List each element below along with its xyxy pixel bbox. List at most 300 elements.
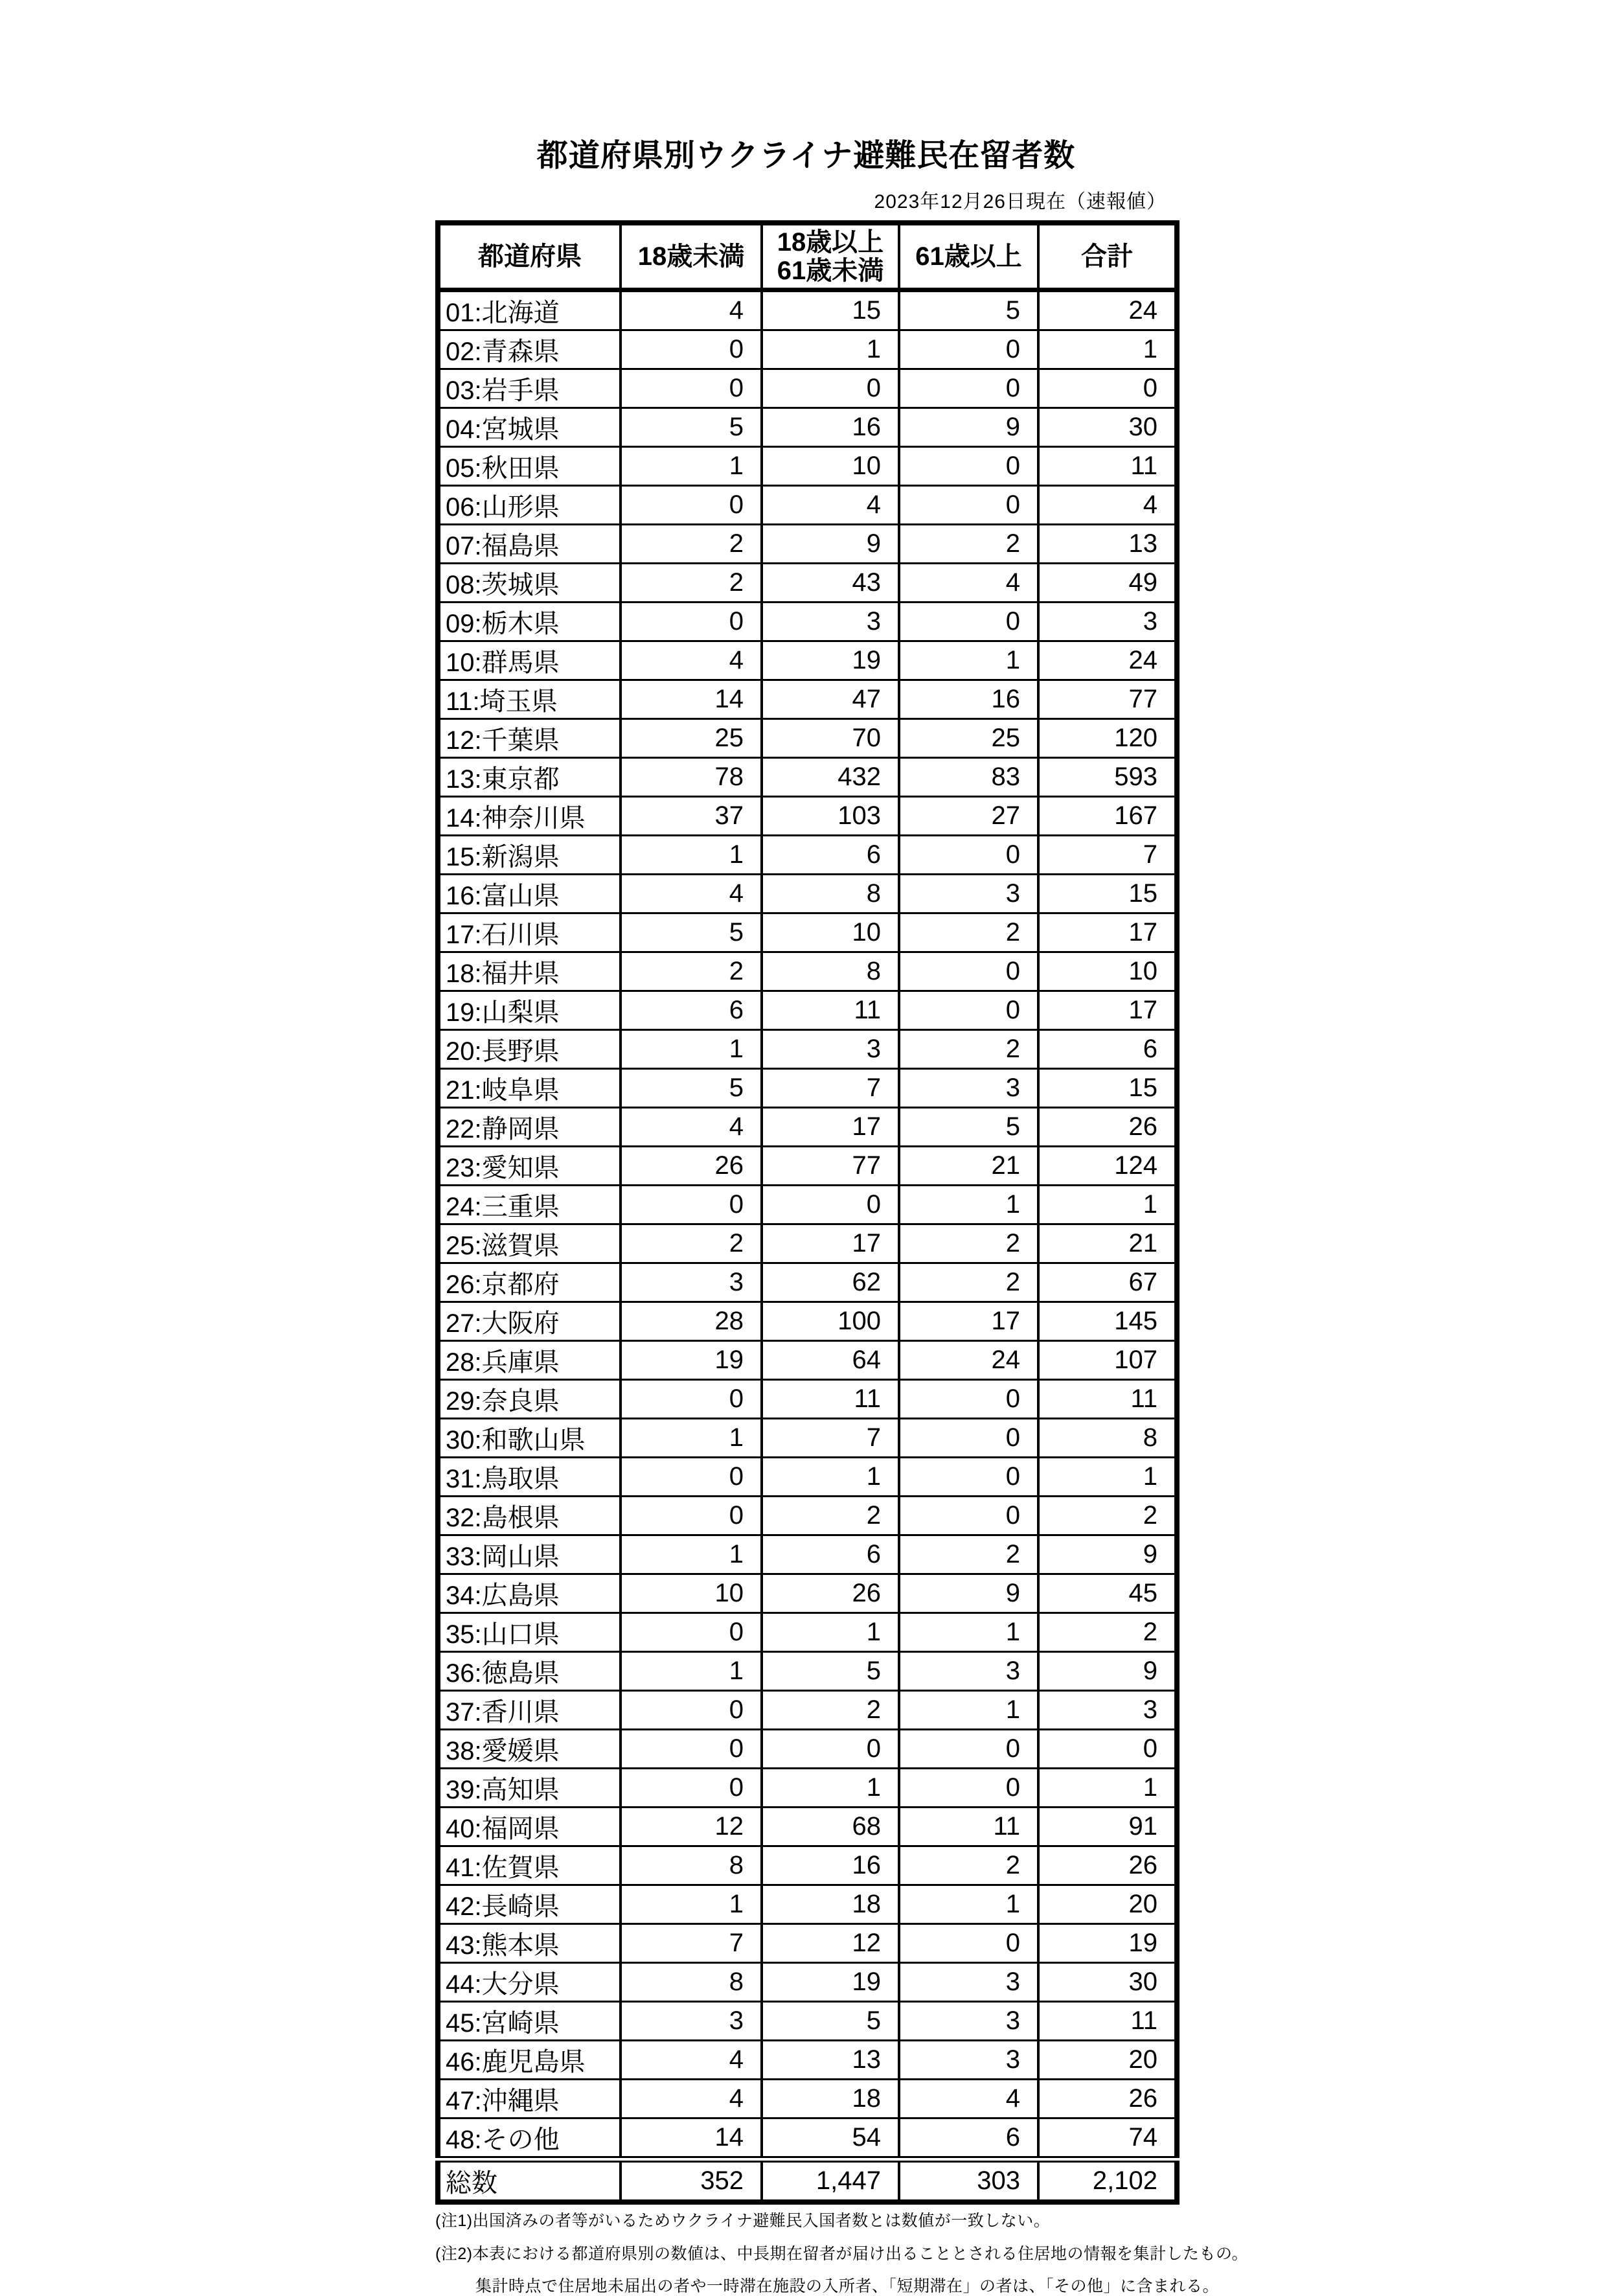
over61-cell: 0 [899, 836, 1038, 875]
table-row [438, 1574, 1177, 1613]
age18to60-cell: 7 [762, 1419, 899, 1458]
under18-cell: 10 [621, 1574, 762, 1613]
prefecture-cell: 27:大阪府 [438, 1302, 621, 1341]
age18to60-cell: 17 [762, 1224, 899, 1263]
under18-cell: 14 [621, 2118, 762, 2160]
footnote-2: (注2)本表における都道府県別の数値は、中長期在留者が届け出ることとされる住居地の情報を集計したもの。 [435, 2244, 1249, 2263]
table-row [438, 2118, 1177, 2160]
total-cell: 0 [1038, 1730, 1177, 1769]
under18-cell: 0 [621, 330, 762, 369]
under18-cell: 37 [621, 797, 762, 836]
prefecture-cell: 45:宮崎県 [438, 2002, 621, 2041]
age18to60-cell: 9 [762, 525, 899, 564]
prefecture-cell: 39:高知県 [438, 1769, 621, 1808]
table-row [438, 1458, 1177, 1497]
prefecture-cell: 06:山形県 [438, 486, 621, 525]
prefecture-cell: 31:鳥取県 [438, 1458, 621, 1497]
over61-cell: 9 [899, 408, 1038, 447]
table-row [438, 1652, 1177, 1691]
under18-cell: 1 [621, 1535, 762, 1574]
under18-cell: 0 [621, 1458, 762, 1497]
prefecture-cell: 10:群馬県 [438, 641, 621, 680]
under18-cell: 3 [621, 1263, 762, 1302]
header-row [438, 223, 1177, 290]
over61-cell: 2 [899, 1846, 1038, 1885]
column-header-18to60-line2: 61歳未満 [777, 257, 884, 286]
total-cell: 120 [1038, 719, 1177, 758]
over61-cell: 2 [899, 1535, 1038, 1574]
table-row [438, 564, 1177, 603]
age18to60-cell: 6 [762, 1535, 899, 1574]
under18-cell: 0 [621, 1730, 762, 1769]
total-cell: 10 [1038, 952, 1177, 991]
over61-cell: 0 [899, 1419, 1038, 1458]
table-row [438, 991, 1177, 1030]
table-row [438, 1730, 1177, 1769]
over61-cell: 2 [899, 1263, 1038, 1302]
prefecture-cell: 33:岡山県 [438, 1535, 621, 1574]
over61-cell: 5 [899, 1108, 1038, 1147]
age18to60-cell: 3 [762, 1030, 899, 1069]
over61-cell: 1 [899, 1691, 1038, 1730]
under18-cell: 25 [621, 719, 762, 758]
under18-cell: 78 [621, 758, 762, 797]
under18-cell: 2 [621, 564, 762, 603]
prefecture-cell: 23:愛知県 [438, 1147, 621, 1186]
table-row [438, 2002, 1177, 2041]
under18-cell: 1 [621, 1419, 762, 1458]
over61-cell: 0 [899, 1458, 1038, 1497]
column-header-total: 合計 [1038, 223, 1177, 290]
table-row [438, 1380, 1177, 1419]
over61-cell: 1 [899, 641, 1038, 680]
age18to60-cell: 77 [762, 1147, 899, 1186]
over61-cell: 0 [899, 1730, 1038, 1769]
under18-cell: 0 [621, 1769, 762, 1808]
age18to60-cell: 16 [762, 408, 899, 447]
over61-cell: 3 [899, 2002, 1038, 2041]
total-cell: 145 [1038, 1302, 1177, 1341]
age18to60-cell: 5 [762, 1652, 899, 1691]
over61-cell: 0 [899, 330, 1038, 369]
age18to60-cell: 5 [762, 2002, 899, 2041]
total-cell: 74 [1038, 2118, 1177, 2160]
total-cell: 9 [1038, 1535, 1177, 1574]
total-cell: 49 [1038, 564, 1177, 603]
over61-cell: 3 [899, 875, 1038, 913]
total-18to60-cell: 1,447 [762, 2159, 899, 2202]
prefecture-cell: 20:長野県 [438, 1030, 621, 1069]
age18to60-cell: 26 [762, 1574, 899, 1613]
total-cell: 26 [1038, 1108, 1177, 1147]
age18to60-cell: 18 [762, 1885, 899, 1924]
table-row [438, 875, 1177, 913]
prefecture-cell: 18:福井県 [438, 952, 621, 991]
under18-cell: 0 [621, 1497, 762, 1535]
prefecture-cell: 03:岩手県 [438, 369, 621, 408]
page-title: 都道府県別ウクライナ避難民在留者数 [536, 139, 1076, 173]
over61-cell: 3 [899, 2041, 1038, 2080]
prefecture-cell: 21:岐阜県 [438, 1069, 621, 1108]
table-row [438, 1613, 1177, 1652]
prefecture-cell: 37:香川県 [438, 1691, 621, 1730]
total-cell: 24 [1038, 290, 1177, 330]
over61-cell: 25 [899, 719, 1038, 758]
over61-cell: 0 [899, 1380, 1038, 1419]
over61-cell: 9 [899, 1574, 1038, 1613]
table-row [438, 1419, 1177, 1458]
age18to60-cell: 15 [762, 290, 899, 330]
table-row [438, 1846, 1177, 1885]
column-header-18to60 [762, 223, 899, 290]
age18to60-cell: 6 [762, 836, 899, 875]
prefecture-cell: 26:京都府 [438, 1263, 621, 1302]
table-row [438, 797, 1177, 836]
prefecture-cell: 47:沖縄県 [438, 2080, 621, 2118]
prefecture-cell: 42:長崎県 [438, 1885, 621, 1924]
age18to60-cell: 0 [762, 369, 899, 408]
age18to60-cell: 68 [762, 1808, 899, 1846]
total-cell: 21 [1038, 1224, 1177, 1263]
table-row [438, 408, 1177, 447]
under18-cell: 1 [621, 447, 762, 486]
prefecture-cell: 32:島根県 [438, 1497, 621, 1535]
footnote-2-continued: 集計時点で住居地未届出の者や一時滞在施設の入所者、「短期滞在」の者は、「その他」に含まれる。 [475, 2277, 1220, 2296]
total-cell: 26 [1038, 2080, 1177, 2118]
over61-cell: 1 [899, 1885, 1038, 1924]
over61-cell: 0 [899, 1497, 1038, 1535]
total-cell: 124 [1038, 1147, 1177, 1186]
table-row [438, 680, 1177, 719]
prefecture-cell: 08:茨城県 [438, 564, 621, 603]
age18to60-cell: 0 [762, 1186, 899, 1224]
table-row [438, 952, 1177, 991]
prefecture-cell: 05:秋田県 [438, 447, 621, 486]
total-cell: 167 [1038, 797, 1177, 836]
prefecture-cell: 25:滋賀県 [438, 1224, 621, 1263]
age18to60-cell: 11 [762, 1380, 899, 1419]
total-cell: 4 [1038, 486, 1177, 525]
prefecture-cell: 36:徳島県 [438, 1652, 621, 1691]
total-cell: 11 [1038, 447, 1177, 486]
prefecture-cell: 17:石川県 [438, 913, 621, 952]
over61-cell: 0 [899, 486, 1038, 525]
under18-cell: 19 [621, 1341, 762, 1380]
under18-cell: 4 [621, 641, 762, 680]
prefecture-cell: 07:福島県 [438, 525, 621, 564]
over61-cell: 83 [899, 758, 1038, 797]
column-header-under18: 18歳未満 [621, 223, 762, 290]
age18to60-cell: 16 [762, 1846, 899, 1885]
under18-cell: 1 [621, 1885, 762, 1924]
prefecture-cell: 41:佐賀県 [438, 1846, 621, 1885]
age18to60-cell: 11 [762, 991, 899, 1030]
total-cell: 6 [1038, 1030, 1177, 1069]
prefecture-cell: 44:大分県 [438, 1963, 621, 2002]
total-under18-cell: 352 [621, 2159, 762, 2202]
age18to60-cell: 0 [762, 1730, 899, 1769]
table-row [438, 1108, 1177, 1147]
prefecture-cell: 43:熊本県 [438, 1924, 621, 1963]
table-row [438, 447, 1177, 486]
over61-cell: 2 [899, 1030, 1038, 1069]
table-body [438, 290, 1177, 2160]
over61-cell: 1 [899, 1186, 1038, 1224]
age18to60-cell: 10 [762, 913, 899, 952]
over61-cell: 24 [899, 1341, 1038, 1380]
age18to60-cell: 2 [762, 1497, 899, 1535]
total-cell: 7 [1038, 836, 1177, 875]
table-row [438, 603, 1177, 641]
total-cell: 91 [1038, 1808, 1177, 1846]
table-row [438, 1535, 1177, 1574]
total-cell: 11 [1038, 1380, 1177, 1419]
over61-cell: 0 [899, 369, 1038, 408]
table-row [438, 758, 1177, 797]
table-row [438, 525, 1177, 564]
table-row [438, 1263, 1177, 1302]
total-total-cell: 2,102 [1038, 2159, 1177, 2202]
prefecture-cell: 13:東京都 [438, 758, 621, 797]
over61-cell: 3 [899, 1652, 1038, 1691]
prefecture-cell: 28:兵庫県 [438, 1341, 621, 1380]
prefecture-table [435, 220, 1180, 2205]
age18to60-cell: 103 [762, 797, 899, 836]
table-header [438, 223, 1177, 290]
under18-cell: 2 [621, 952, 762, 991]
age18to60-cell: 2 [762, 1691, 899, 1730]
under18-cell: 5 [621, 408, 762, 447]
over61-cell: 2 [899, 525, 1038, 564]
total-cell: 2 [1038, 1613, 1177, 1652]
total-cell: 77 [1038, 680, 1177, 719]
age18to60-cell: 100 [762, 1302, 899, 1341]
prefecture-cell: 16:富山県 [438, 875, 621, 913]
over61-cell: 3 [899, 1963, 1038, 2002]
under18-cell: 8 [621, 1963, 762, 2002]
table-total-section [438, 2159, 1177, 2202]
total-cell: 15 [1038, 875, 1177, 913]
total-cell: 20 [1038, 2041, 1177, 2080]
under18-cell: 12 [621, 1808, 762, 1846]
age18to60-cell: 8 [762, 875, 899, 913]
total-label-cell: 総数 [438, 2159, 621, 2202]
total-cell: 3 [1038, 603, 1177, 641]
age18to60-cell: 8 [762, 952, 899, 991]
age18to60-cell: 13 [762, 2041, 899, 2080]
over61-cell: 16 [899, 680, 1038, 719]
table-row [438, 1769, 1177, 1808]
age18to60-cell: 12 [762, 1924, 899, 1963]
prefecture-cell: 19:山梨県 [438, 991, 621, 1030]
age18to60-cell: 1 [762, 1613, 899, 1652]
under18-cell: 5 [621, 913, 762, 952]
age18to60-cell: 70 [762, 719, 899, 758]
under18-cell: 26 [621, 1147, 762, 1186]
total-cell: 1 [1038, 1769, 1177, 1808]
under18-cell: 4 [621, 2080, 762, 2118]
column-header-over61: 61歳以上 [899, 223, 1038, 290]
over61-cell: 6 [899, 2118, 1038, 2160]
under18-cell: 8 [621, 1846, 762, 1885]
prefecture-cell: 02:青森県 [438, 330, 621, 369]
table-row [438, 1808, 1177, 1846]
under18-cell: 0 [621, 1186, 762, 1224]
total-cell: 67 [1038, 1263, 1177, 1302]
age18to60-cell: 19 [762, 641, 899, 680]
table-row [438, 2041, 1177, 2080]
under18-cell: 1 [621, 1030, 762, 1069]
prefecture-cell: 11:埼玉県 [438, 680, 621, 719]
total-over61-cell: 303 [899, 2159, 1038, 2202]
total-cell: 26 [1038, 1846, 1177, 1885]
table-row [438, 1963, 1177, 2002]
under18-cell: 3 [621, 2002, 762, 2041]
age18to60-cell: 62 [762, 1263, 899, 1302]
prefecture-cell: 14:神奈川県 [438, 797, 621, 836]
over61-cell: 2 [899, 1224, 1038, 1263]
total-cell: 15 [1038, 1069, 1177, 1108]
age18to60-cell: 64 [762, 1341, 899, 1380]
total-cell: 20 [1038, 1885, 1177, 1924]
prefecture-cell: 29:奈良県 [438, 1380, 621, 1419]
under18-cell: 28 [621, 1302, 762, 1341]
under18-cell: 0 [621, 1691, 762, 1730]
table-row [438, 1186, 1177, 1224]
over61-cell: 2 [899, 913, 1038, 952]
table-row [438, 641, 1177, 680]
prefecture-cell: 12:千葉県 [438, 719, 621, 758]
column-header-18to60-line1: 18歳以上 [777, 227, 884, 257]
under18-cell: 4 [621, 1108, 762, 1147]
document-content [435, 0, 1249, 2296]
over61-cell: 17 [899, 1302, 1038, 1341]
age18to60-cell: 1 [762, 1458, 899, 1497]
age18to60-cell: 10 [762, 447, 899, 486]
age18to60-cell: 1 [762, 330, 899, 369]
over61-cell: 4 [899, 2080, 1038, 2118]
prefecture-cell: 01:北海道 [438, 290, 621, 330]
table-row [438, 1069, 1177, 1108]
footnote-1: (注1)出国済みの者等がいるためウクライナ避難民入国者数とは数値が一致しない。 [435, 2212, 1051, 2231]
column-header-prefecture: 都道府県 [438, 223, 621, 290]
table-row [438, 719, 1177, 758]
prefecture-cell: 09:栃木県 [438, 603, 621, 641]
total-cell: 0 [1038, 369, 1177, 408]
under18-cell: 0 [621, 486, 762, 525]
over61-cell: 21 [899, 1147, 1038, 1186]
age18to60-cell: 47 [762, 680, 899, 719]
under18-cell: 0 [621, 1380, 762, 1419]
age18to60-cell: 18 [762, 2080, 899, 2118]
table-row [438, 1147, 1177, 1186]
total-cell: 17 [1038, 913, 1177, 952]
prefecture-cell: 34:広島県 [438, 1574, 621, 1613]
under18-cell: 1 [621, 836, 762, 875]
table-row [438, 1341, 1177, 1380]
table-row [438, 1691, 1177, 1730]
table-row [438, 1497, 1177, 1535]
over61-cell: 0 [899, 952, 1038, 991]
table-row [438, 369, 1177, 408]
footnotes [435, 2212, 1249, 2296]
total-cell: 17 [1038, 991, 1177, 1030]
prefecture-cell: 24:三重県 [438, 1186, 621, 1224]
age18to60-cell: 54 [762, 2118, 899, 2160]
prefecture-cell: 22:静岡県 [438, 1108, 621, 1147]
prefecture-cell: 04:宮城県 [438, 408, 621, 447]
date-note: 2023年12月26日現在（速報値） [874, 191, 1167, 213]
total-cell: 1 [1038, 330, 1177, 369]
age18to60-cell: 43 [762, 564, 899, 603]
total-cell: 11 [1038, 2002, 1177, 2041]
age18to60-cell: 1 [762, 1769, 899, 1808]
over61-cell: 5 [899, 290, 1038, 330]
prefecture-cell: 46:鹿児島県 [438, 2041, 621, 2080]
under18-cell: 14 [621, 680, 762, 719]
table-row [438, 330, 1177, 369]
table-row [438, 1924, 1177, 1963]
under18-cell: 4 [621, 290, 762, 330]
under18-cell: 1 [621, 1652, 762, 1691]
under18-cell: 0 [621, 369, 762, 408]
under18-cell: 5 [621, 1069, 762, 1108]
over61-cell: 11 [899, 1808, 1038, 1846]
total-cell: 13 [1038, 525, 1177, 564]
under18-cell: 6 [621, 991, 762, 1030]
under18-cell: 2 [621, 525, 762, 564]
total-row [438, 2159, 1177, 2202]
total-cell: 2 [1038, 1497, 1177, 1535]
over61-cell: 4 [899, 564, 1038, 603]
over61-cell: 3 [899, 1069, 1038, 1108]
prefecture-cell: 15:新潟県 [438, 836, 621, 875]
table-row [438, 2080, 1177, 2118]
total-cell: 1 [1038, 1186, 1177, 1224]
prefecture-cell: 48:その他 [438, 2118, 621, 2160]
age18to60-cell: 19 [762, 1963, 899, 2002]
total-cell: 8 [1038, 1419, 1177, 1458]
under18-cell: 4 [621, 2041, 762, 2080]
under18-cell: 0 [621, 1613, 762, 1652]
prefecture-cell: 40:福岡県 [438, 1808, 621, 1846]
over61-cell: 27 [899, 797, 1038, 836]
total-cell: 30 [1038, 408, 1177, 447]
total-cell: 45 [1038, 1574, 1177, 1613]
total-cell: 19 [1038, 1924, 1177, 1963]
age18to60-cell: 4 [762, 486, 899, 525]
total-cell: 30 [1038, 1963, 1177, 2002]
total-cell: 593 [1038, 758, 1177, 797]
total-cell: 9 [1038, 1652, 1177, 1691]
total-cell: 24 [1038, 641, 1177, 680]
age18to60-cell: 7 [762, 1069, 899, 1108]
over61-cell: 0 [899, 447, 1038, 486]
prefecture-cell: 30:和歌山県 [438, 1419, 621, 1458]
prefecture-cell: 35:山口県 [438, 1613, 621, 1652]
under18-cell: 2 [621, 1224, 762, 1263]
table-row [438, 486, 1177, 525]
prefecture-cell: 38:愛媛県 [438, 1730, 621, 1769]
total-cell: 1 [1038, 1458, 1177, 1497]
age18to60-cell: 17 [762, 1108, 899, 1147]
table-row [438, 1224, 1177, 1263]
over61-cell: 0 [899, 991, 1038, 1030]
over61-cell: 1 [899, 1613, 1038, 1652]
under18-cell: 4 [621, 875, 762, 913]
over61-cell: 0 [899, 1769, 1038, 1808]
age18to60-cell: 432 [762, 758, 899, 797]
